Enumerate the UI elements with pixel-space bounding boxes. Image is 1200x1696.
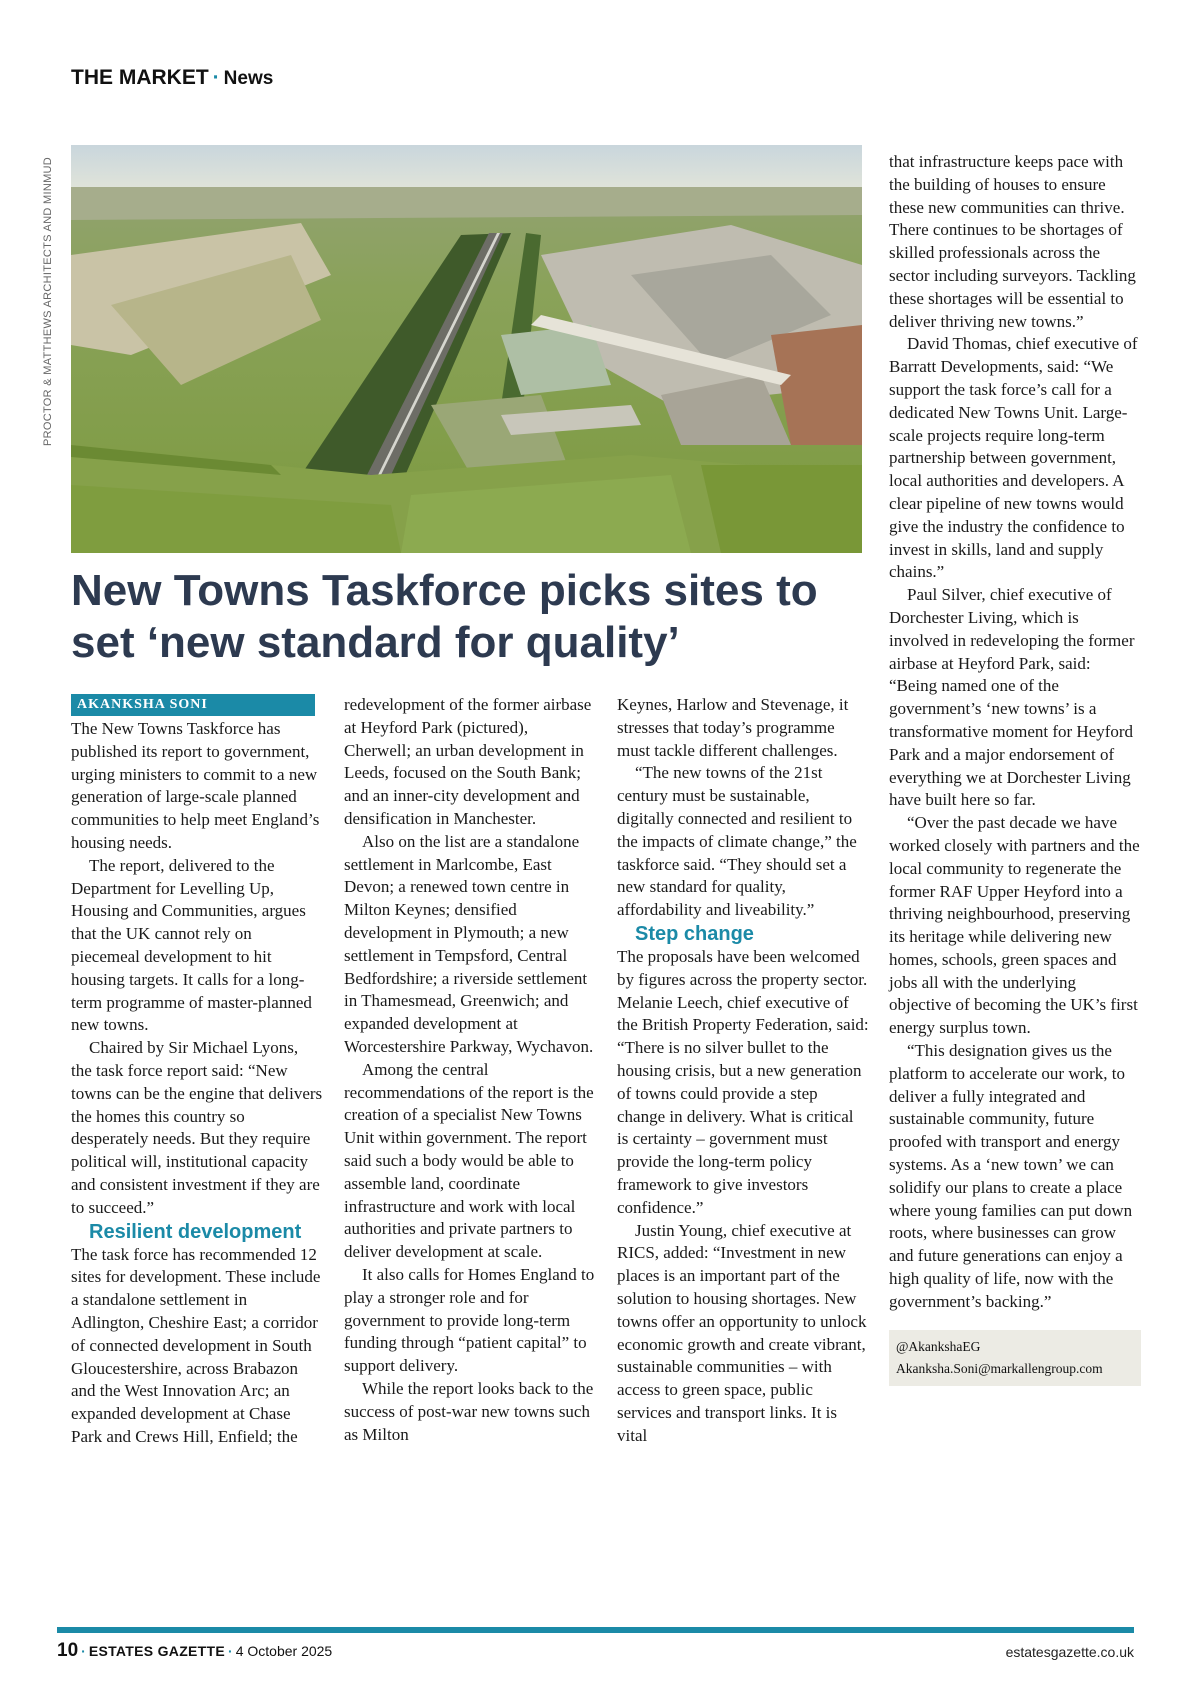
separator-dot: · [81, 1643, 86, 1659]
issue-date: 4 October 2025 [235, 1643, 333, 1659]
page-number: 10 [57, 1640, 79, 1661]
paragraph: Paul Silver, chief executive of Dorchester Living, which is involved in redeveloping the former airbase at Heyford Park, said: “Being named one of the government’s ‘new towns’ is a transformative moment for Heyford Park and a major endorsement of everything we at Dorchester Living have built here so far. [889, 585, 1135, 810]
subheading-step-change: Step change [635, 922, 754, 945]
section-label [71, 66, 273, 90]
paragraph: redevelopment of the former airbase at Heyford Park (pictured), Cherwell; an urban development in Leeds, focused on the South Bank; and an inner-city development and densification in Manchester. [344, 695, 592, 828]
article-column-1 [71, 694, 323, 1449]
paragraph: The New Towns Taskforce has published its report to government, urging ministers to commit to a new generation of large-scale planned communities to help meet England’s housing needs. [71, 719, 320, 852]
paragraph: Justin Young, chief executive at RICS, added: “Investment in new places is an important part of the solution to housing shortages. New towns offer an opportunity to unlock economic growth and create vibrant, sustainable communities – with access to green space, public services and transport links. It is vital [617, 1220, 867, 1445]
author-twitter-link[interactable]: @AkankshaEG [896, 1338, 981, 1354]
paragraph: David Thomas, chief executive of Barratt Developments, said: “We support the task force’s call for a dedicated New Towns Unit. Large-scale projects require long-term partnership between government, local authorities and developers. A clear pipeline of new towns would give the industry the confidence to invest in skills, land and supply chains.” [889, 334, 1138, 582]
subsection-name: News [223, 68, 274, 89]
paragraph: Chaired by Sir Michael Lyons, the task force report said: “New towns can be the engine that delivers the homes this country so desperately needs. But they require political will, institutional capacity and consistent investment if they are to succeed.” [71, 1038, 323, 1217]
paragraph: Also on the list are a standalone settlement in Marlcombe, East Devon; a renewed town centre in Milton Keynes; densified development in Plymouth; a new settlement in Tempsford, Central Bedfordshire; a riverside settlement in Thamesmead, Greenwich; and expanded development at Worcestershire Parkway, Wychavon. [344, 831, 594, 1056]
paragraph: Keynes, Harlow and Stevenage, it stresses that today’s programme must tackle different challenges. [617, 695, 849, 760]
paragraph: “The new towns of the 21st century must be sustainable, digitally connected and resilient to the impacts of climate change,” the taskforce said. “They should set a new standard for quality, affordability and liveability.” [617, 763, 857, 920]
website-url[interactable]: estatesgazette.co.uk [1005, 1644, 1134, 1660]
publication-name: ESTATES GAZETTE [88, 1643, 226, 1659]
footer-folio [57, 1640, 332, 1662]
author-email-link[interactable]: Akanksha.Soni@markallengroup.com [896, 1360, 1103, 1376]
aerial-photo [71, 145, 862, 553]
article-column-3 [617, 694, 869, 1448]
paragraph: The report, delivered to the Department for Levelling Up, Housing and Communities, argues that the UK cannot rely on piecemeal development to hit housing targets. It calls for a long-term programme of master-planned new towns. [71, 855, 312, 1035]
byline: AKANKSHA SONI [71, 694, 315, 716]
paragraph: While the report looks back to the success of post-war new towns such as Milton [344, 1378, 594, 1444]
paragraph: Among the central recommendations of the report is the creation of a specialist New Towns Unit within government. The report said such a body would be able to assemble land, coordinate infrastructure and work with local authorities and private partners to deliver development at scale. [344, 1059, 594, 1262]
author-contact-box [889, 1330, 1141, 1386]
paragraph: “Over the past decade we have worked closely with partners and the local community to regenerate the former RAF Upper Heyford into a thriving neighbourhood, preserving its heritage while delivering new homes, schools, green spaces and jobs all with the underlying objective of becoming the UK’s first energy surplus town. [889, 813, 1140, 1038]
separator-dot: · [228, 1643, 233, 1659]
paragraph: “This designation gives us the platform to accelerate our work, to deliver a fully integrated and sustainable community, future proofed with transport and energy systems. As a ‘new town’ we can solidify our plans to create a place where young families can put down roots, where businesses can grow and future generations can enjoy a high quality of life, now with the government’s backing.” [889, 1041, 1133, 1311]
footer-rule [57, 1627, 1134, 1633]
separator-dot: · [212, 66, 220, 89]
section-name: THE MARKET [71, 66, 209, 89]
paragraph: The task force has recommended 12 sites for development. These include a standalone settlement in Adlington, Cheshire East; a corridor of connected development in South Gloucestershire, across Brabazon and the West Innovation Arc; an expanded development at Chase Park and Crews Hill, Enfield; the [71, 1244, 321, 1446]
headline: New Towns Taskforce picks sites to set ‘new standard for quality’ [71, 566, 818, 667]
subheading-resilient-development: Resilient development [89, 1220, 302, 1243]
photo-credit: PROCTOR & MATTHEWS ARCHITECTS AND MINMUD [42, 156, 54, 446]
paragraph: that infrastructure keeps pace with the building of houses to ensure these new communities can thrive. There continues to be shortages of skilled professionals across the sector including surveyors. Tackling these shortages will be essential to deliver thriving new towns.” [889, 152, 1136, 331]
paragraph: The proposals have been welcomed by figures across the property sector. Melanie Leech, chief executive of the British Property Federation, said: “There is no silver bullet to the housing crisis, but a new generation of towns could provide a step change in delivery. What is critical is certainty – government must provide the long-term policy framework to give investors confidence.” [617, 946, 869, 1217]
paragraph: It also calls for Homes England to play a stronger role and for government to provide long-term funding through “patient capital” to support delivery. [344, 1264, 595, 1376]
article-column-2 [344, 694, 596, 1446]
article-column-4 [889, 151, 1141, 1386]
